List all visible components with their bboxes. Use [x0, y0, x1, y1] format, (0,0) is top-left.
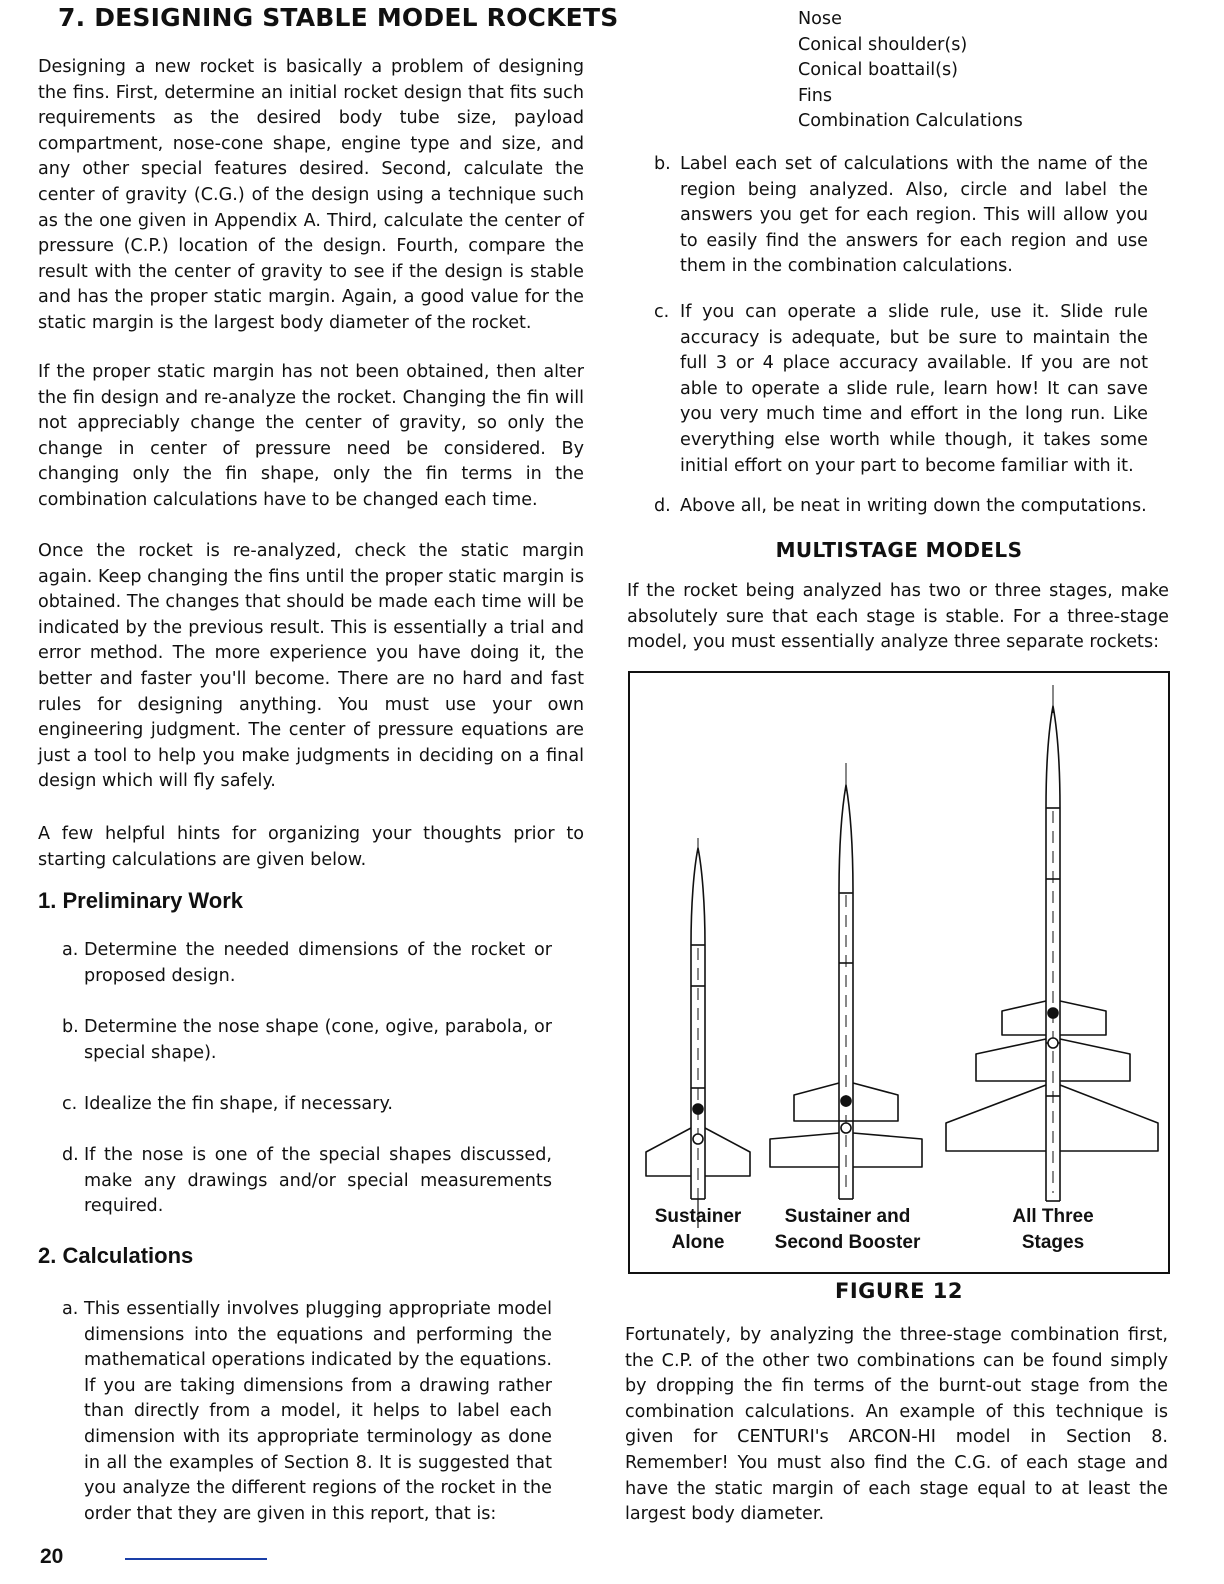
list-item-label: a.: [62, 940, 79, 960]
rocket-sustainer-and-booster: [770, 763, 922, 1199]
static-margin-paragraph: If the proper static margin has not been obtained, then alter the fin design and re-analyze the rocket. Changing the fin will not appreciably change the center of gravity, so only the change in center of pressure need be considered. By changing only the fin shape, only the fin terms in the combination calculations have to be changed each time.: [38, 362, 584, 510]
list-item: [62, 1092, 552, 1118]
list-item: Conical shoulder(s): [798, 34, 968, 55]
figure-label-line: Sustainer: [654, 1206, 742, 1227]
figure-label-line: Alone: [671, 1232, 725, 1253]
section-preliminary-heading: 1. Preliminary Work: [38, 888, 244, 913]
list-item-label: d.: [654, 496, 671, 516]
trial-error-paragraph: Once the rocket is re-analyzed, check the static margin again. Keep changing the fins until the proper static margin is obtained. The changes that should be made each time will be indicated by the previous result. This is essentially a trial and error method. The more experience you have doing it, the better and faster you'll become. There are no hard and fast rules for designing anything. You must use your own engineering judgment. The center of pressure equations are just a tool to help you make judgments in deciding on a final design which will fly safely.: [38, 541, 584, 792]
list-item: [62, 1143, 552, 1220]
list-item: [654, 300, 1148, 479]
list-item-text: Determine the nose shape (cone, ogive, parabola, or special shape).: [84, 1017, 552, 1063]
list-item-text: If you can operate a slide rule, use it. Slide rule accuracy is adequate, but be sure to maintain the full 3 or 4 place accuracy available. If you are not able to operate a slide rule, learn how! It can save you very much time and effort in the long run. Like everything else worth while though, it takes some initial effort on your part to become familiar with it.: [680, 302, 1148, 476]
list-item-label: c.: [62, 1094, 78, 1114]
figure-label-line: Sustainer and: [784, 1206, 911, 1227]
list-item-label: c.: [654, 302, 670, 322]
list-item: Nose: [798, 9, 842, 29]
list-item: [62, 938, 552, 989]
list-item-text: Label each set of calculations with the name of the region being analyzed. Also, circle and label the answers you get for each region. This will allow you to easily find the answers for each region and use them in the combination calculations.: [680, 154, 1148, 277]
figure-label-sustainer-booster: [770, 1204, 925, 1256]
list-item-text: Above all, be neat in writing down the computations.: [680, 496, 1147, 516]
list-item-label: b.: [62, 1017, 79, 1037]
regions-list: [798, 7, 1023, 135]
list-item-label: b.: [654, 154, 671, 174]
figure-label-line: Stages: [1021, 1232, 1085, 1253]
figure-label-line: Second Booster: [774, 1232, 921, 1253]
figure-caption: FIGURE 12: [835, 1279, 963, 1303]
figure-label-line: All Three: [1012, 1206, 1094, 1227]
list-item: Conical boattail(s): [798, 60, 958, 81]
rocket-diagram: [630, 673, 1168, 1272]
rocket-sustainer-alone: [646, 838, 750, 1228]
section-calculations-heading: 2. Calculations: [38, 1243, 194, 1268]
page-number: 20: [40, 1545, 64, 1568]
figure-label-sustainer-alone: [640, 1204, 756, 1256]
list-item: [654, 152, 1148, 280]
list-item-text: Idealize the fin shape, if necessary.: [84, 1094, 393, 1114]
list-item: Combination Calculations: [798, 111, 1023, 132]
list-item-label: d.: [62, 1145, 79, 1165]
closing-paragraph: Fortunately, by analyzing the three-stage combination first, the C.P. of the other two combinations can be found simply by dropping the fin terms of the burnt-out stage from the combination calculations. An example of this technique is given for CENTURI's ARCON-HI model in Section 8. Remember! You must also find the C.G. of each stage and have the static margin of each stage equal to at least the largest body diameter.: [625, 1325, 1168, 1525]
figure-12: [628, 671, 1170, 1274]
list-item-text: This essentially involves plugging appropriate model dimensions into the equations and performing the mathematical operations indicated by the equations. If you are taking dimensions from a drawing rather than directly from a model, it helps to label each dimension with its appropriate terminology as done in all the examples of Section 8. It is suggested that you analyze the different regions of the rocket in the order that they are given in this report, that is:: [84, 1299, 552, 1524]
multistage-paragraph: If the rocket being analyzed has two or three stages, make absolutely sure that each stage is stable. For a three-stage model, you must essentially analyze three separate rockets:: [627, 581, 1169, 653]
list-item: [62, 1015, 552, 1066]
page-title: 7. DESIGNING STABLE MODEL ROCKETS: [58, 3, 619, 32]
figure-label-all-three: [990, 1204, 1116, 1256]
list-item-text: Determine the needed dimensions of the rocket or proposed design.: [84, 940, 552, 986]
multistage-heading: MULTISTAGE MODELS: [775, 538, 1023, 562]
hints-paragraph: A few helpful hints for organizing your thoughts prior to starting calculations are given below.: [38, 824, 584, 870]
list-item: [62, 1297, 552, 1527]
list-item-text: If the nose is one of the special shapes discussed, make any drawings and/or special measurements required.: [84, 1145, 552, 1217]
list-item: [654, 494, 1154, 520]
intro-paragraph: Designing a new rocket is basically a problem of designing the fins. First, determine an initial rocket design that fits such requirements as the desired body tube size, payload compartment, nose-cone shape, engine type and size, and any other special features desired. Second, calculate the center of gravity (C.G.) of the design using a technique such as the one given in Appendix A. Third, calculate the center of pressure (C.P.) location of the design. Fourth, compare the result with the center of gravity to see if the design is stable and has the proper static margin. Again, a good value for the static margin is the largest body diameter of the rocket.: [38, 57, 584, 333]
list-item-label: a.: [62, 1299, 79, 1319]
footer-rule: [125, 1558, 267, 1560]
list-item: Fins: [798, 85, 833, 106]
rocket-all-three-stages: [946, 685, 1158, 1201]
